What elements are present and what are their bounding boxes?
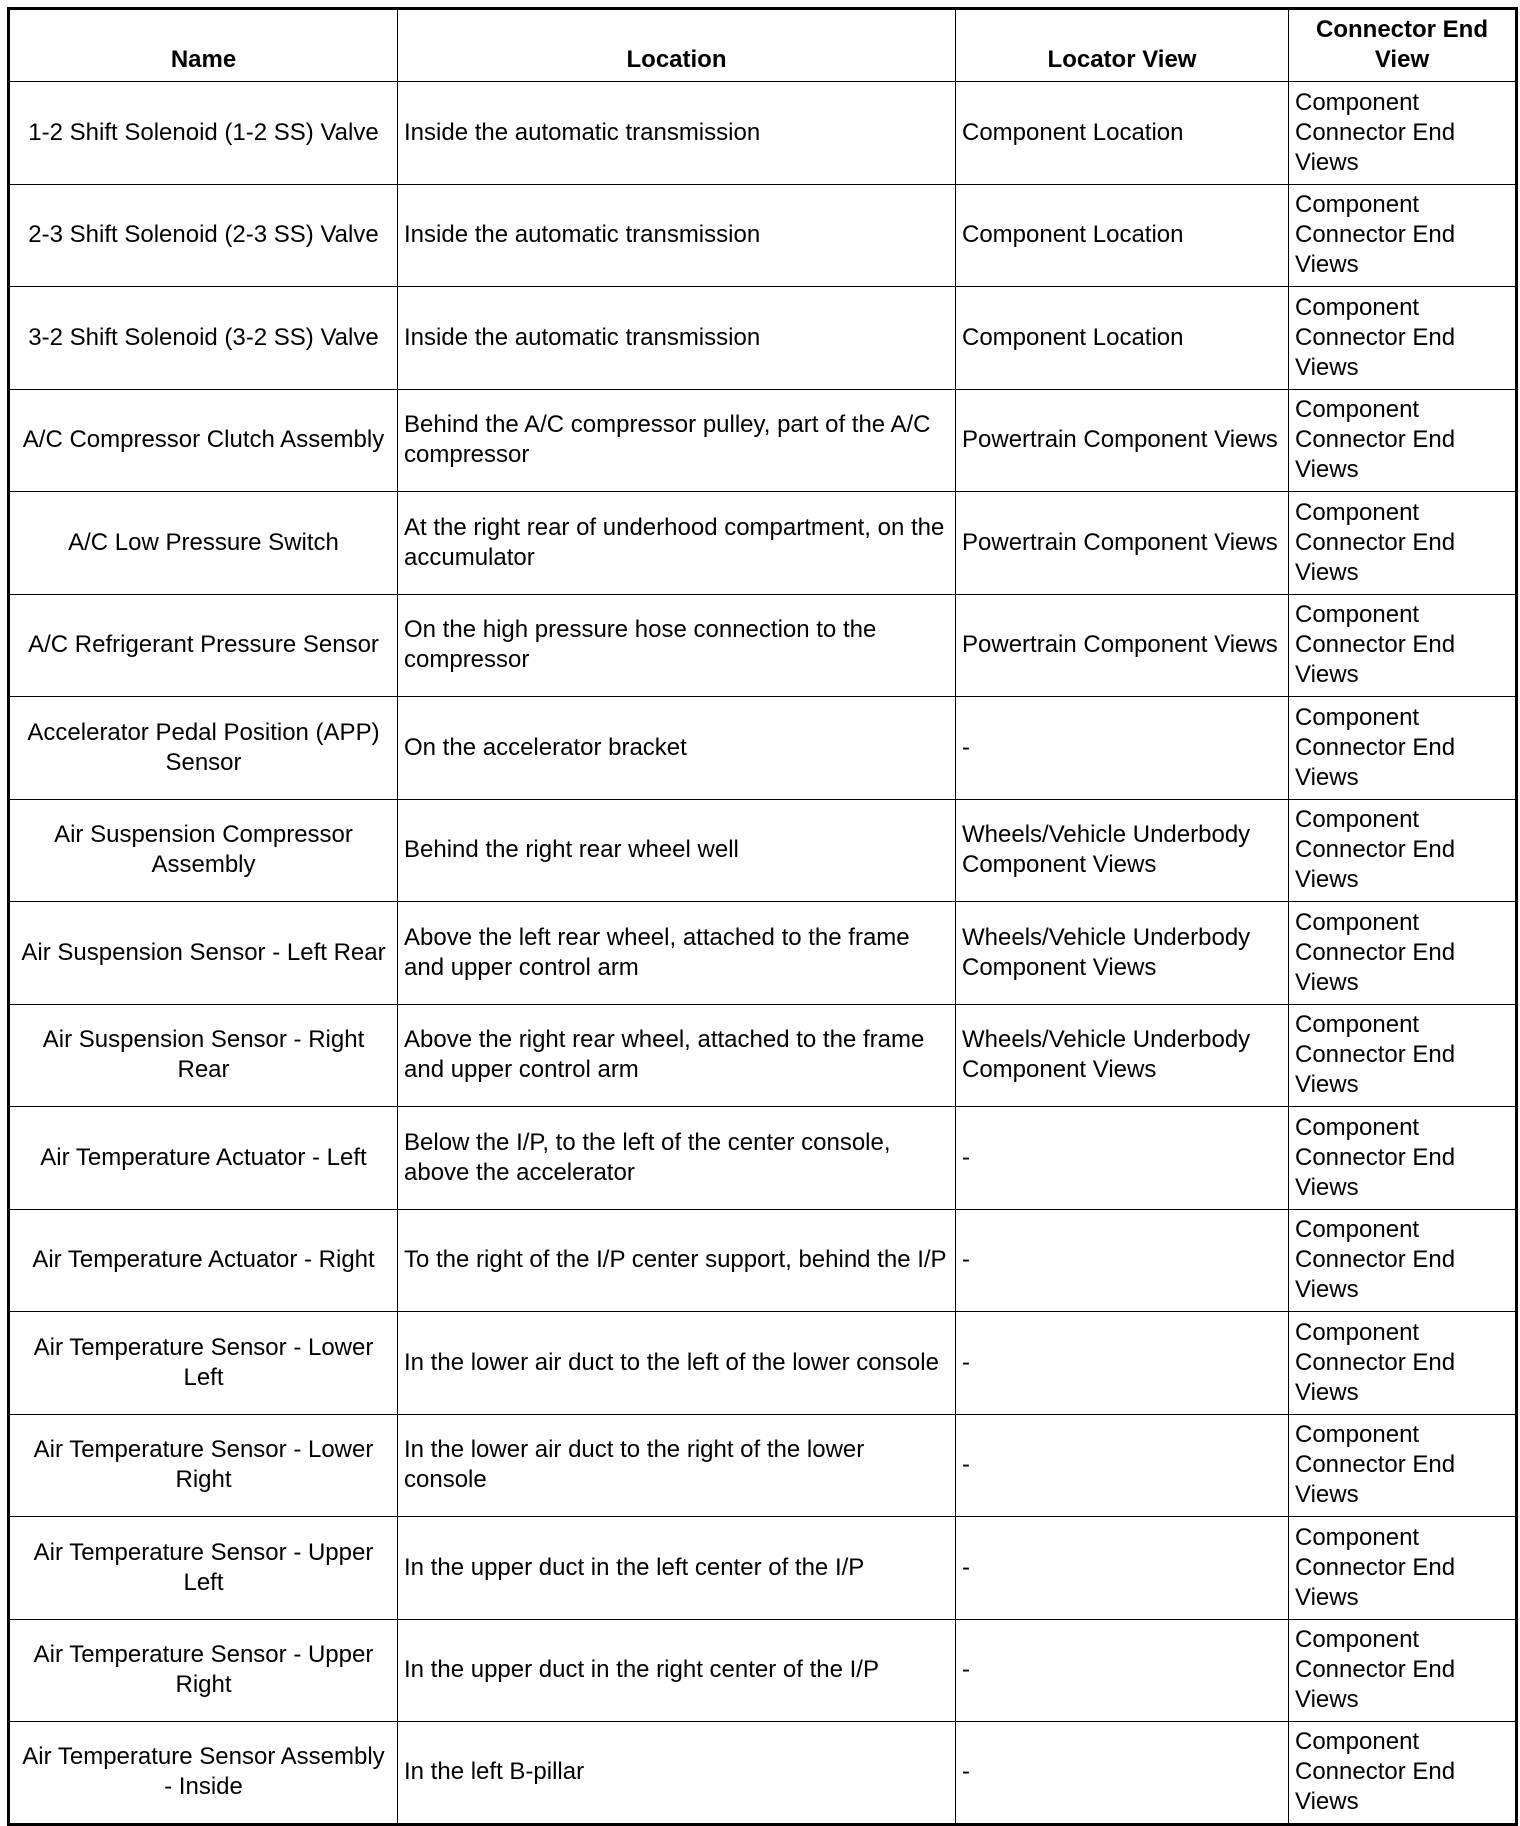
- cell-name: 1-2 Shift Solenoid (1-2 SS) Valve: [9, 82, 398, 185]
- cell-connector-end-view: Component Connector End Views: [1289, 492, 1517, 595]
- cell-locator-view: Powertrain Component Views: [956, 492, 1289, 595]
- cell-connector-end-view: Component Connector End Views: [1289, 1312, 1517, 1415]
- cell-locator-view: Wheels/Vehicle Underbody Component Views: [956, 1004, 1289, 1107]
- component-location-table: [7, 7, 1518, 1826]
- cell-connector-end-view: Component Connector End Views: [1289, 1619, 1517, 1722]
- cell-locator-view: Powertrain Component Views: [956, 389, 1289, 492]
- table-row: [9, 1619, 1517, 1722]
- cell-name: Air Temperature Sensor - Upper Left: [9, 1517, 398, 1620]
- cell-connector-end-view: Component Connector End Views: [1289, 287, 1517, 390]
- cell-name: Air Suspension Compressor Assembly: [9, 799, 398, 902]
- cell-location: At the right rear of underhood compartment, on the accumulator: [398, 492, 956, 595]
- cell-connector-end-view: Component Connector End Views: [1289, 1209, 1517, 1312]
- cell-locator-view: Wheels/Vehicle Underbody Component Views: [956, 902, 1289, 1005]
- cell-location: On the high pressure hose connection to the compressor: [398, 594, 956, 697]
- cell-location: In the lower air duct to the left of the lower console: [398, 1312, 956, 1415]
- table-row: [9, 1312, 1517, 1415]
- table-header: [9, 9, 1517, 82]
- cell-location: Inside the automatic transmission: [398, 287, 956, 390]
- cell-connector-end-view: Component Connector End Views: [1289, 389, 1517, 492]
- table-row: [9, 902, 1517, 1005]
- cell-name: Accelerator Pedal Position (APP) Sensor: [9, 697, 398, 800]
- cell-locator-view: Wheels/Vehicle Underbody Component Views: [956, 799, 1289, 902]
- table-row: [9, 1414, 1517, 1517]
- cell-name: Air Temperature Actuator - Right: [9, 1209, 398, 1312]
- cell-connector-end-view: Component Connector End Views: [1289, 82, 1517, 185]
- cell-location: Inside the automatic transmission: [398, 184, 956, 287]
- table-body: [9, 82, 1517, 1825]
- cell-location: In the left B-pillar: [398, 1722, 956, 1825]
- header-name: Name: [9, 9, 398, 82]
- cell-connector-end-view: Component Connector End Views: [1289, 1517, 1517, 1620]
- table-row: [9, 1107, 1517, 1210]
- cell-location: In the lower air duct to the right of the lower console: [398, 1414, 956, 1517]
- cell-name: 2-3 Shift Solenoid (2-3 SS) Valve: [9, 184, 398, 287]
- cell-name: Air Temperature Sensor - Upper Right: [9, 1619, 398, 1722]
- table-row: [9, 492, 1517, 595]
- cell-locator-view: Component Location: [956, 184, 1289, 287]
- cell-connector-end-view: Component Connector End Views: [1289, 1004, 1517, 1107]
- cell-locator-view: Component Location: [956, 287, 1289, 390]
- table-row: [9, 82, 1517, 185]
- cell-connector-end-view: Component Connector End Views: [1289, 1722, 1517, 1825]
- cell-name: A/C Compressor Clutch Assembly: [9, 389, 398, 492]
- cell-location: In the upper duct in the left center of the I/P: [398, 1517, 956, 1620]
- table-row: [9, 1004, 1517, 1107]
- cell-name: A/C Low Pressure Switch: [9, 492, 398, 595]
- cell-connector-end-view: Component Connector End Views: [1289, 902, 1517, 1005]
- table-row: [9, 184, 1517, 287]
- cell-name: Air Temperature Sensor - Lower Left: [9, 1312, 398, 1415]
- header-locator-view: Locator View: [956, 9, 1289, 82]
- cell-name: Air Temperature Sensor Assembly - Inside: [9, 1722, 398, 1825]
- cell-connector-end-view: Component Connector End Views: [1289, 1107, 1517, 1210]
- table-row: [9, 1209, 1517, 1312]
- cell-location: Inside the automatic transmission: [398, 82, 956, 185]
- cell-location: Above the left rear wheel, attached to the frame and upper control arm: [398, 902, 956, 1005]
- cell-connector-end-view: Component Connector End Views: [1289, 799, 1517, 902]
- cell-connector-end-view: Component Connector End Views: [1289, 697, 1517, 800]
- cell-location: Behind the right rear wheel well: [398, 799, 956, 902]
- cell-location: On the accelerator bracket: [398, 697, 956, 800]
- cell-locator-view: -: [956, 1722, 1289, 1825]
- cell-location: To the right of the I/P center support, behind the I/P: [398, 1209, 956, 1312]
- component-locations-page: [7, 7, 1515, 1826]
- cell-location: In the upper duct in the right center of the I/P: [398, 1619, 956, 1722]
- table-row: [9, 287, 1517, 390]
- table-row: [9, 594, 1517, 697]
- cell-name: Air Temperature Actuator - Left: [9, 1107, 398, 1210]
- cell-location: Above the right rear wheel, attached to the frame and upper control arm: [398, 1004, 956, 1107]
- header-row: [9, 9, 1517, 82]
- cell-name: Air Temperature Sensor - Lower Right: [9, 1414, 398, 1517]
- cell-locator-view: -: [956, 697, 1289, 800]
- cell-locator-view: -: [956, 1619, 1289, 1722]
- cell-locator-view: Powertrain Component Views: [956, 594, 1289, 697]
- cell-locator-view: -: [956, 1312, 1289, 1415]
- cell-connector-end-view: Component Connector End Views: [1289, 594, 1517, 697]
- header-location: Location: [398, 9, 956, 82]
- cell-name: A/C Refrigerant Pressure Sensor: [9, 594, 398, 697]
- cell-connector-end-view: Component Connector End Views: [1289, 184, 1517, 287]
- cell-locator-view: -: [956, 1517, 1289, 1620]
- header-connector-end-view: Connector End View: [1289, 9, 1517, 82]
- cell-connector-end-view: Component Connector End Views: [1289, 1414, 1517, 1517]
- cell-location: Behind the A/C compressor pulley, part of the A/C compressor: [398, 389, 956, 492]
- table-row: [9, 1722, 1517, 1825]
- cell-location: Below the I/P, to the left of the center console, above the accelerator: [398, 1107, 956, 1210]
- cell-locator-view: Component Location: [956, 82, 1289, 185]
- cell-locator-view: -: [956, 1209, 1289, 1312]
- cell-name: Air Suspension Sensor - Left Rear: [9, 902, 398, 1005]
- cell-locator-view: -: [956, 1414, 1289, 1517]
- table-row: [9, 1517, 1517, 1620]
- table-row: [9, 799, 1517, 902]
- table-row: [9, 389, 1517, 492]
- cell-locator-view: -: [956, 1107, 1289, 1210]
- cell-name: 3-2 Shift Solenoid (3-2 SS) Valve: [9, 287, 398, 390]
- table-row: [9, 697, 1517, 800]
- cell-name: Air Suspension Sensor - Right Rear: [9, 1004, 398, 1107]
